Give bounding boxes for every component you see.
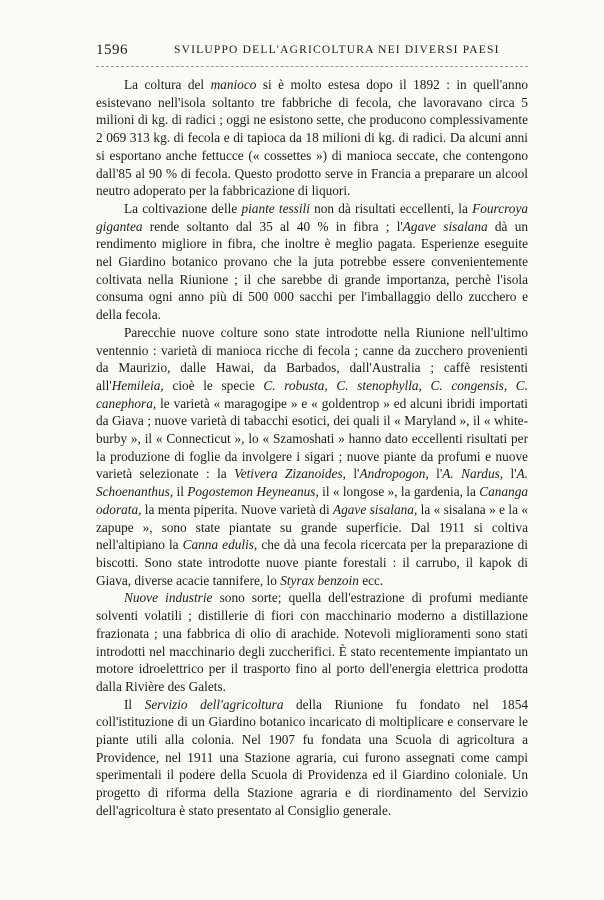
paragraph bbox=[96, 696, 528, 820]
italic-run: Andropogon, bbox=[359, 466, 429, 482]
italic-run: Servizio dell'agricoltura bbox=[144, 696, 284, 712]
text-run: l' bbox=[428, 466, 443, 482]
italic-run: Canna edulis, bbox=[182, 537, 258, 553]
text-run: la « sisalana » e la « zapupe », sono state piantate su grande superficie. Dal 1911 si coltiva nell'altipiano la bbox=[96, 501, 528, 553]
italic-run: piante tessili bbox=[241, 200, 310, 216]
text-run: sono sorte; quella dell'estrazione di profumi mediante solventi volatili ; distillerie di fiori con macchinario moderno a distillazione frazionata ; una fabbrica di olio di arachide. Notevoli miglioramenti sono stati introdotti nel macchinario degli zuccherifici. È stato recentemente impiantato un motore idroelettrico per il trasporto fino al porto dell'energia elettrica prodotta dalla Rivière des Galets. bbox=[96, 590, 528, 694]
italic-run: manioco bbox=[210, 77, 257, 92]
text-run: l' bbox=[503, 466, 517, 482]
text-run: La coltivazione delle bbox=[124, 200, 242, 216]
text-run: rende soltanto dal 35 al 40 % in fibra ; l' bbox=[142, 218, 403, 234]
header-rule bbox=[96, 66, 528, 67]
text-run: dà un rendimento migliore in fibra, che inoltre è meglio pagata. Esperienze eseguite nel Giardino botanico provano che la juta potrebbe essere convenientemente coltivata nella Riunione ; il che sarebbe di grande importanza, perchè l'isola consuma ogni anno più di 500 000 sacchi per l'imballaggio dello zucchero e della fecola. bbox=[96, 218, 528, 323]
text-run: le varietà « maragogipe » e « goldentrop » ed alcuni ibridi importati da Giava ; nuove varietà di tabacchi esotici, dei quali il « Maryland », il « white-burby », il « Connecticut », lo « Szamoshati » hanno dato eccellenti risultati per la produzione di foglie da involgere i sigari ; nuove piante da profumi e nuove varietà selezionate : la bbox=[96, 395, 528, 482]
page-header bbox=[96, 42, 528, 62]
text-run: si è molto estesa dopo il 1892 : in quell'anno esistevano nell'isola soltanto tre fabbriche di fecola, che lavoravano circa 5 milioni di kg. di radici ; oggi ne esistono sette, che producono complessivamente 2 069 313 kg. di fecola e di tapioca da 18 milioni di kg. di radici. Da alcuni anni si esportano anche fettucce (« cossettes ») di manioca seccate, che contengono dall'85 al 90 % di fecola. Questo prodotto serve in Francia a preparare un alcool neutro adoperato per la fabbricazione di liquori. bbox=[96, 77, 528, 199]
text-run: che dà una fecola ricercata per la preparazione di biscotti. Sono state introdotte nuove piante forestali : il carrubo, il kapok di Giava, diverse acacie tannifere, lo bbox=[96, 537, 529, 588]
italic-run: Agave sisalana, bbox=[333, 501, 418, 517]
text-run: ecc. bbox=[358, 572, 384, 588]
body-text bbox=[96, 76, 528, 820]
italic-run: Nuove industrie bbox=[124, 590, 213, 606]
text-run: la menta piperita. Nuove varietà di bbox=[141, 501, 334, 517]
italic-run: C. robusta, C. stenophylla, C. congensis, C. canephora, bbox=[96, 377, 528, 411]
page-number: 1596 bbox=[96, 42, 128, 58]
text-run: La coltura del bbox=[124, 77, 211, 92]
text-run: l' bbox=[345, 466, 360, 482]
italic-run: A. Nardus, bbox=[442, 466, 504, 482]
text-run: non dà risultati eccellenti, la bbox=[309, 200, 473, 216]
paragraph bbox=[96, 76, 528, 200]
running-title: SVILUPPO DELL'AGRICOLTURA NEI DIVERSI PAESI bbox=[174, 44, 500, 56]
text-run: cioè le specie bbox=[163, 377, 264, 393]
italic-run: Pogostemon Heyneanus, bbox=[187, 484, 319, 500]
paragraph bbox=[96, 200, 528, 324]
text-run: Parecchie nuove colture sono state introdotte nella Riunione nell'ultimo ventennio : varietà di manioca ricche di fecola ; canne da zucchero provenienti da Maurizio, dalle Hawai, da Barbados, dall'Australia ; caffè resistenti all' bbox=[96, 324, 528, 393]
text-run: Il bbox=[124, 696, 145, 712]
text-run: il « longose », la gardenia, la bbox=[318, 484, 480, 500]
italic-run: Styrax benzoin bbox=[280, 572, 359, 588]
paragraph bbox=[96, 324, 528, 590]
italic-run: Vetivera Zizanoides, bbox=[234, 466, 346, 482]
italic-run: Fourcroya gigantea bbox=[96, 200, 528, 234]
italic-run: Agave sisalana bbox=[402, 218, 488, 234]
text-run: il bbox=[173, 484, 188, 500]
italic-run: Cananga odorata, bbox=[96, 484, 528, 517]
paragraph bbox=[96, 589, 528, 695]
text-run: della Riunione fu fondato nel 1854 coll'istituzione di un Giardino botanico incaricato di moltiplicare e conservare le piante utili alla colonia. Nel 1907 fu fondata una Scuola di agricoltura a Providence, nel 1911 una Stazione agraria, cui furono assegnati come campi sperimentali il podere della Scuola di Providenza ed il Giardino coloniale. Un progetto di riforma della Stazione agraria e di riordinamento del Servizio dell'agricoltura è stato presentato al Consiglio generale. bbox=[96, 696, 528, 818]
italic-run: Hemileia, bbox=[111, 377, 164, 393]
italic-run: A. Schoenanthus, bbox=[96, 466, 529, 500]
